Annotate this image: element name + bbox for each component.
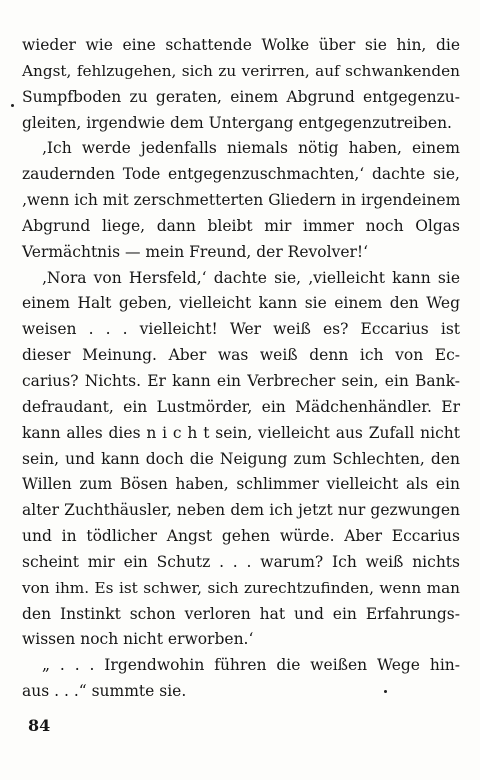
body-text	[22, 33, 460, 705]
page-number: 84	[28, 716, 51, 735]
text-line: defraudant, ein Lustmörder, ein Mädchenhändler. Er	[22, 397, 460, 416]
text-line: ‚Nora von Hersfeld,‘ dachte sie, ‚vielleicht kann sie	[42, 268, 460, 287]
text-line: sein, und kann doch die Neigung zum Schlechten, den	[22, 449, 460, 468]
text-line: „ . . . Irgendwohin führen die weißen Wege hin-	[42, 656, 460, 675]
text-line: wieder wie eine schattende Wolke über sie hin, die	[22, 36, 460, 54]
text-line: und in tödlicher Angst gehen würde. Aber Eccarius	[22, 527, 460, 546]
text-line: Sumpfboden zu geraten, einem Abgrund entgegenzu-	[22, 87, 460, 106]
text-line: den Instinkt schon verloren hat und ein Erfahrungs-	[22, 604, 460, 623]
paragraph	[22, 136, 460, 265]
text-line: ‚Ich werde jedenfalls niemals nötig haben, einem	[42, 139, 460, 158]
text-line: dieser Meinung. Aber was weiß denn ich von Ec-	[22, 346, 460, 365]
text-line: carius? Nichts. Er kann ein Verbrecher sein, ein Bank-	[22, 371, 460, 390]
text-line: scheint mir ein Schutz . . . warum? Ich weiß nichts	[22, 552, 460, 571]
text-line: Angst, fehlzugehen, sich zu verirren, auf schwankenden	[22, 61, 460, 80]
print-speck	[11, 104, 14, 107]
text-line: aus . . .“ summte sie.	[22, 682, 187, 701]
paragraph	[22, 33, 460, 136]
text-line: zaudernden Tode entgegenzuschmachten,‘ dachte sie,	[22, 165, 460, 184]
text-line: von ihm. Es ist schwer, sich zurechtzufinden, wenn man	[22, 578, 460, 597]
text-line: gleiten, irgendwie dem Untergang entgegenzutreiben.	[22, 113, 452, 132]
print-speck	[384, 690, 387, 693]
text-line: Vermächtnis — mein Freund, der Revolver!‘	[22, 242, 369, 261]
text-line: alter Zuchthäusler, neben dem ich jetzt nur gezwungen	[22, 501, 460, 520]
text-line: ‚wenn ich mit zerschmetterten Gliedern in irgendeinem	[22, 191, 461, 210]
text-line: Abgrund liege, dann bleibt mir immer noch Olgas	[22, 216, 460, 235]
text-line: weisen . . . vielleicht! Wer weiß es? Eccarius ist	[22, 320, 460, 339]
text-line: kann alles dies n i c h t sein, vielleicht aus Zufall nicht	[22, 423, 460, 442]
paragraph	[22, 653, 460, 705]
text-line: wissen noch nicht erworben.‘	[22, 630, 254, 649]
paragraph	[22, 266, 460, 654]
text-line: Willen zum Bösen haben, schlimmer vielleicht als ein	[22, 475, 460, 494]
text-line: einem Halt geben, vielleicht kann sie einem den Weg	[22, 294, 460, 313]
